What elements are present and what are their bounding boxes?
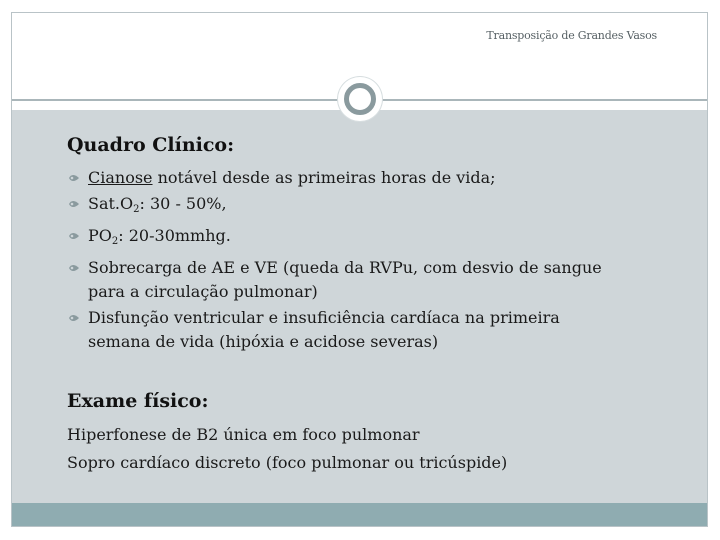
disfuncao-line1: Disfunção ventricular e insuficiência cardíaca na primeira xyxy=(88,308,560,327)
list-item xyxy=(72,256,692,304)
list-item xyxy=(72,192,692,222)
circle-ornament-inner xyxy=(344,83,376,115)
po2-sub: 2 xyxy=(111,236,119,247)
exam-heading: Exame físico: xyxy=(67,390,209,412)
fleuron-bullet-icon xyxy=(68,263,80,273)
sat-prefix: Sat.O xyxy=(88,194,134,213)
disfuncao-line2: semana de vida (hipóxia e acidose severas) xyxy=(88,332,439,351)
exam-list xyxy=(67,421,507,477)
clinical-list xyxy=(72,166,692,356)
sobrecarga-line2: para a circulação pulmonar) xyxy=(88,282,318,301)
po2-text: : 20-30mmhg. xyxy=(118,226,231,245)
list-item xyxy=(72,166,692,190)
cianose-term: Cianose xyxy=(88,168,153,187)
header-title: Transposição de Grandes Vasos xyxy=(486,29,657,42)
sat-sub: 2 xyxy=(133,204,140,215)
fleuron-bullet-icon xyxy=(68,231,80,241)
list-item xyxy=(72,306,692,354)
sat-text: : 30 - 50%, xyxy=(139,194,227,213)
fleuron-bullet-icon xyxy=(68,313,80,323)
list-item: Hiperfonese de B2 única em foco pulmonar xyxy=(67,425,420,444)
po2-prefix: PO xyxy=(88,226,112,245)
clinical-heading: Quadro Clínico: xyxy=(67,134,235,156)
fleuron-bullet-icon xyxy=(68,173,80,183)
fleuron-bullet-icon xyxy=(68,199,80,209)
cianose-text: notável desde as primeiras horas de vida; xyxy=(152,168,496,187)
sobrecarga-line1: Sobrecarga de AE e VE (queda da RVPu, com desvio de sangue xyxy=(88,258,602,277)
footer-bar xyxy=(12,503,707,526)
list-item xyxy=(72,224,692,254)
list-item: Sopro cardíaco discreto (foco pulmonar ou tricúspide) xyxy=(67,453,508,472)
